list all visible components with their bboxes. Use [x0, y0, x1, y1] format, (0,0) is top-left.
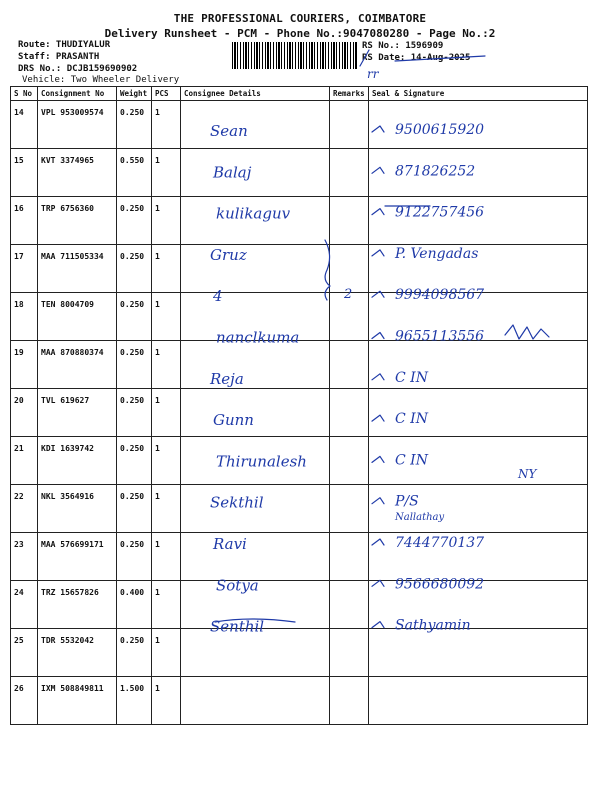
handwritten-signature: 9566680092 [395, 576, 485, 593]
handwritten-signature: P/S [395, 493, 419, 510]
cell-consignment: TDR 5532042 [38, 629, 117, 677]
signature-stroke [372, 250, 384, 256]
handwritten-consignee: Ravi [213, 535, 247, 553]
cell-sno: 19 [11, 341, 38, 389]
cell-pcs: 1 [152, 293, 181, 341]
signature-stroke [372, 167, 384, 173]
cell-sno: 21 [11, 437, 38, 485]
handwritten-signature: P. Vengadas [395, 245, 479, 262]
cell-consignment: IXM 508849811 [38, 677, 117, 725]
signature-stroke [372, 126, 384, 132]
handwritten-consignee: 4 [213, 287, 223, 306]
route-label: Route: THUDIYALUR [18, 40, 111, 50]
signature-stroke [372, 456, 384, 462]
cell-consignment: TEN 8004709 [38, 293, 117, 341]
cell-sno: 23 [11, 533, 38, 581]
cell-pcs: 1 [152, 485, 181, 533]
cell-consignment: NKL 3564916 [38, 485, 117, 533]
signature-stroke [372, 209, 384, 215]
rs-number: RS No.: 1596909 [362, 41, 444, 51]
signature-stroke [372, 539, 384, 545]
cell-pcs: 1 [152, 101, 181, 149]
handwritten-signature: 9994098567 [395, 287, 485, 304]
cell-weight: 0.250 [117, 485, 152, 533]
handwritten-signature: 871826252 [395, 163, 476, 180]
cell-weight: 0.250 [117, 341, 152, 389]
cell-weight: 0.250 [117, 101, 152, 149]
cell-pcs: 1 [152, 581, 181, 629]
handwritten-signature: 9655113556 [395, 328, 485, 345]
col-sno: S No [11, 87, 38, 101]
cell-sno: 26 [11, 677, 38, 725]
handwritten-consignee: Reja [210, 369, 244, 388]
cell-pcs: 1 [152, 437, 181, 485]
handwritten-consignee: nanclkuma [216, 328, 300, 347]
cell-weight: 0.250 [117, 293, 152, 341]
cell-sno: 18 [11, 293, 38, 341]
cell-sno: 16 [11, 197, 38, 245]
cell-sno: 24 [11, 581, 38, 629]
handwritten-consignee: Gruz [210, 245, 247, 264]
handwritten-signature: 9122757456 [395, 204, 485, 221]
cell-sno: 22 [11, 485, 38, 533]
col-signature: Seal & Signature [369, 87, 588, 101]
cell-pcs: 1 [152, 341, 181, 389]
handwritten-consignee: Gunn [213, 411, 254, 430]
cell-weight: 0.250 [117, 629, 152, 677]
scribble-19 [505, 325, 549, 339]
cell-consignment: TRP 6756360 [38, 197, 117, 245]
cell-sno: 17 [11, 245, 38, 293]
cell-pcs: 1 [152, 149, 181, 197]
handwritten-signature: Sathyamin [395, 617, 471, 634]
cell-consignment: MAA 576699171 [38, 533, 117, 581]
handwritten-signature: 9500615920 [395, 122, 485, 138]
handwritten-signature: C IN [395, 369, 428, 386]
handwritten-consignee: Sekthil [210, 493, 264, 512]
staff-label: Staff: PRASANTH [18, 52, 100, 62]
signature-stroke [372, 374, 384, 380]
handwritten-consignee: Balaj [213, 163, 252, 182]
cell-weight: 0.250 [117, 389, 152, 437]
col-remarks: Remarks [330, 87, 369, 101]
cell-pcs: 1 [152, 197, 181, 245]
vehicle-label: Vehicle: Two Wheeler Delivery [22, 75, 180, 85]
drs-label: DRS No.: DCJB159690902 [18, 64, 138, 74]
cell-consignment: KVT 3374965 [38, 149, 117, 197]
cell-consignment: VPL 953009574 [38, 101, 117, 149]
signature-stroke [372, 498, 384, 504]
cell-weight: 0.250 [117, 533, 152, 581]
sig-extra-24: Nallathay [395, 512, 445, 523]
cell-consignment: KDI 1639742 [38, 437, 117, 485]
cell-consignment: MAA 870880374 [38, 341, 117, 389]
runsheet-title: Delivery Runsheet - PCM - Phone No.:9047080280 - Page No.:2 [104, 27, 496, 40]
handwritten-signature: C IN [395, 452, 428, 469]
cell-pcs: 1 [152, 629, 181, 677]
rs-date: RS Date: 14-Aug-2025 [362, 53, 471, 63]
cell-weight: 1.500 [117, 677, 152, 725]
handwritten-consignee: kulikaguv [216, 204, 291, 223]
cell-consignment: MAA 711505334 [38, 245, 117, 293]
cell-pcs: 1 [152, 533, 181, 581]
cell-sno: 20 [11, 389, 38, 437]
signature-stroke [372, 622, 384, 628]
cell-weight: 0.250 [117, 197, 152, 245]
brace-mark [325, 240, 330, 300]
cell-weight: 0.250 [117, 437, 152, 485]
handwritten-consignee: Senthil [210, 617, 265, 636]
cell-consignment: TRZ 15657826 [38, 581, 117, 629]
handwritten-signature: 7444770137 [395, 535, 485, 551]
col-consignee: Consignee Details [181, 87, 330, 101]
col-weight: Weight [117, 87, 152, 101]
col-consignment: Consignment No [38, 87, 117, 101]
cell-sno: 15 [11, 149, 38, 197]
cell-weight: 0.400 [117, 581, 152, 629]
handwritten-consignee: Sean [210, 122, 248, 140]
signature-stroke [372, 415, 384, 421]
cell-pcs: 1 [152, 677, 181, 725]
sig-extra-23: NY [518, 467, 537, 481]
cell-weight: 0.550 [117, 149, 152, 197]
handwritten-consignee: Sotya [216, 576, 259, 595]
remark-mark: 2 [344, 287, 353, 302]
cell-pcs: 1 [152, 245, 181, 293]
col-pcs: PCS [152, 87, 181, 101]
cell-pcs: 1 [152, 389, 181, 437]
signature-stroke [372, 291, 384, 297]
signature-stroke [372, 333, 384, 339]
signature-stroke [372, 580, 384, 586]
rs-initial-mark: rr [367, 67, 379, 81]
cell-sno: 14 [11, 101, 38, 149]
handwritten-signature: C IN [395, 411, 428, 428]
cell-weight: 0.250 [117, 245, 152, 293]
cell-consignment: TVL 619627 [38, 389, 117, 437]
cell-sno: 25 [11, 629, 38, 677]
company-title: THE PROFESSIONAL COURIERS, COIMBATORE [173, 12, 427, 25]
handwritten-consignee: Thirunalesh [216, 452, 307, 471]
